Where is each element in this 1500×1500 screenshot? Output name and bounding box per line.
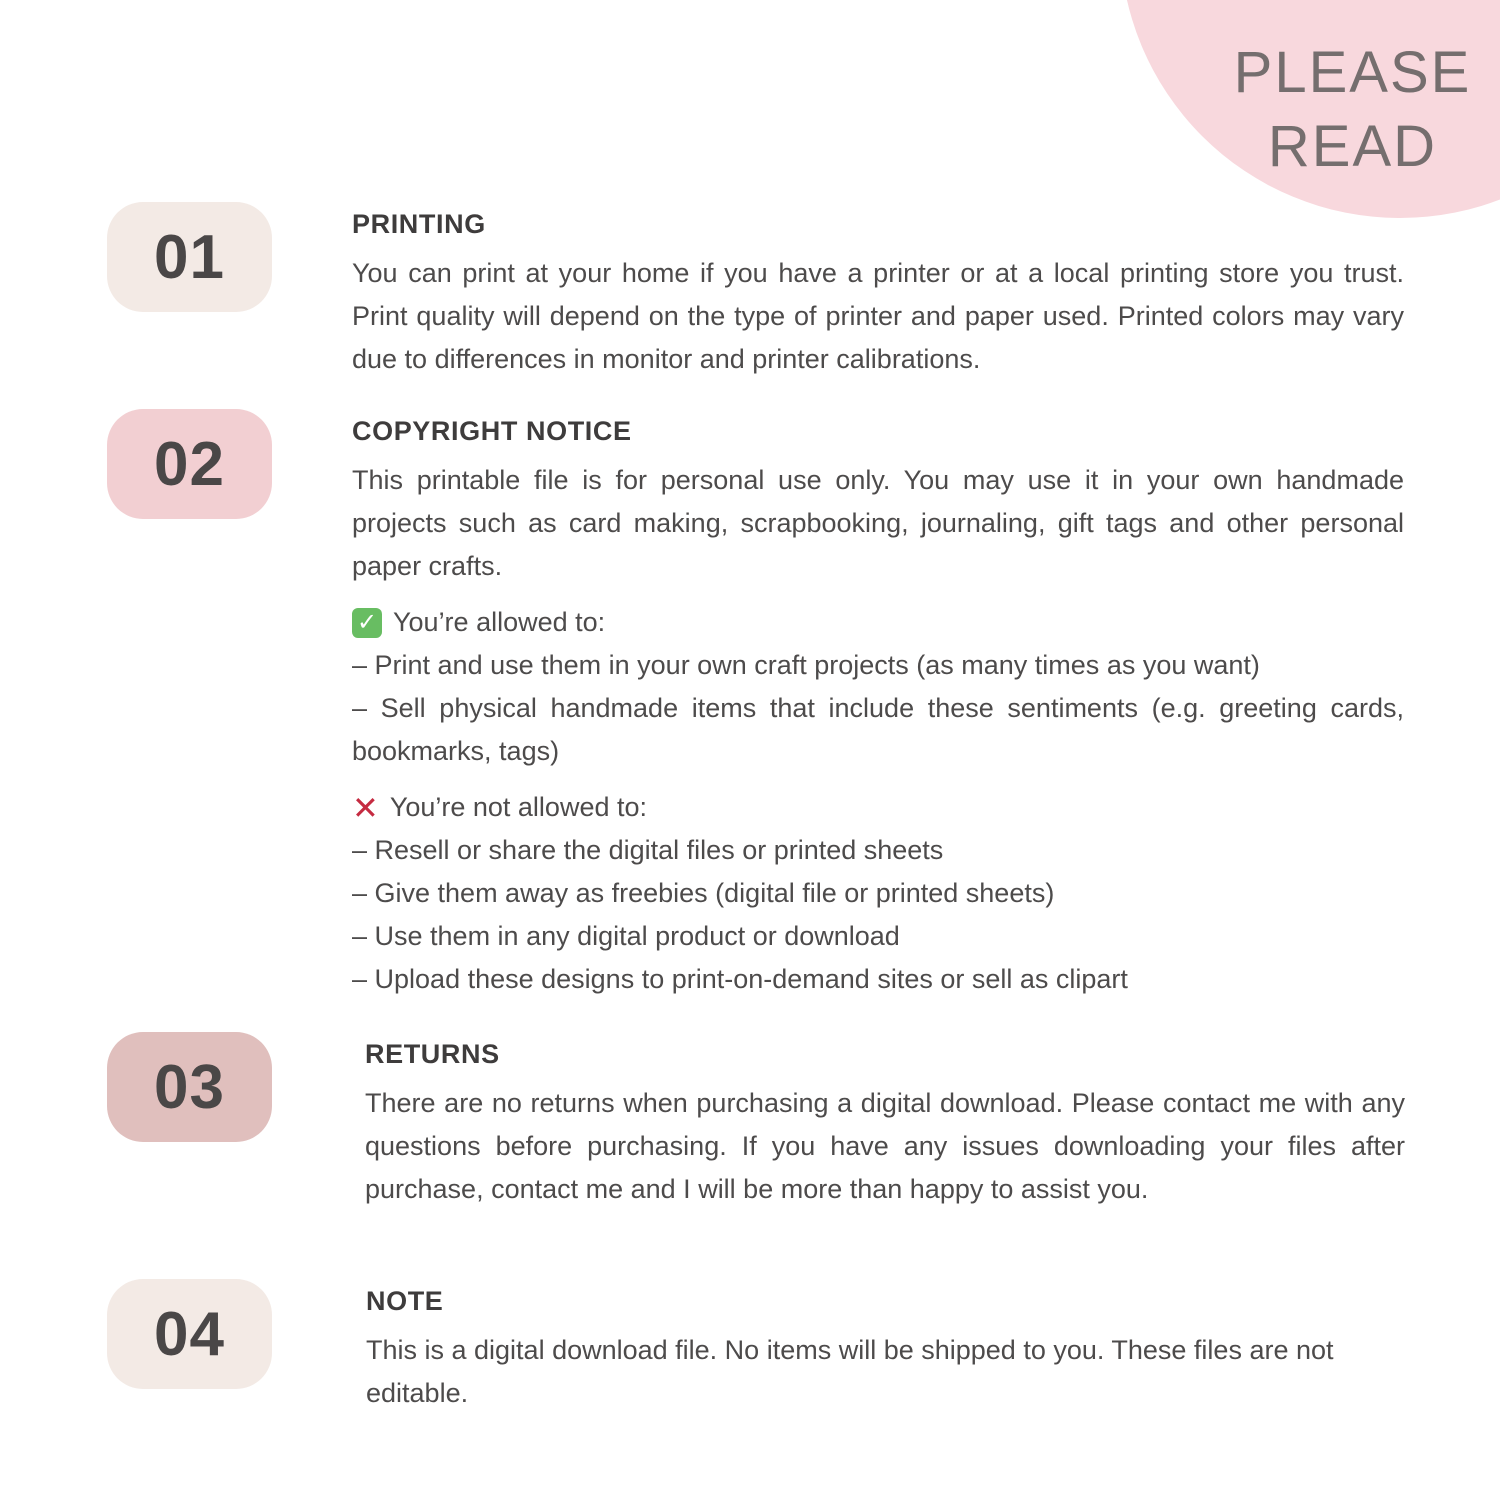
section-01-number-badge: 01: [107, 202, 272, 312]
ribbon-line-2: READ: [1267, 114, 1438, 179]
ribbon-line-1: PLEASE: [1233, 40, 1472, 105]
section-printing: [0, 200, 1500, 381]
section-copyright-notice: [0, 407, 1500, 1001]
section-returns: [0, 1030, 1500, 1211]
allowed-heading: You’re allowed to:: [393, 607, 606, 637]
section-03-title: RETURNS: [365, 1039, 500, 1069]
section-01-title: PRINTING: [352, 209, 486, 239]
list-item: – Print and use them in your own craft projects (as many times as you want): [352, 650, 1260, 680]
section-04-number-badge: 04: [107, 1279, 272, 1389]
allowed-heading-row: [352, 601, 1404, 644]
section-02-number-badge: 02: [107, 409, 272, 519]
list-item: – Give them away as freebies (digital file or printed sheets): [352, 878, 1055, 908]
section-01-body: You can print at your home if you have a printer or at a local printing store you trust. Print quality will depend on the type of printer and paper used. Printed colors may vary due to differences in monitor and printer calibrations.: [352, 258, 1404, 374]
allowed-block: [352, 601, 1404, 773]
section-04-title: NOTE: [366, 1286, 444, 1316]
list-item: – Use them in any digital product or download: [352, 921, 900, 951]
section-note: [0, 1277, 1500, 1415]
section-02-intro: This printable file is for personal use only. You may use it in your own handmade projects such as card making, scrapbooking, journaling, gift tags and other personal paper crafts.: [352, 465, 1404, 581]
not-allowed-block: [352, 786, 1404, 1001]
section-02-title: COPYRIGHT NOTICE: [352, 416, 632, 446]
not-allowed-heading-row: [352, 786, 1404, 829]
list-item: – Upload these designs to print-on-demand sites or sell as clipart: [352, 964, 1128, 994]
section-04-body: This is a digital download file. No items will be shipped to you. These files are not editable.: [366, 1335, 1334, 1408]
not-allowed-heading: You’re not allowed to:: [389, 792, 647, 822]
ribbon-title: [1200, 36, 1500, 184]
cross-icon: ✕: [352, 788, 379, 827]
section-03-body: There are no returns when purchasing a digital download. Please contact me with any questions before purchasing. If you have any issues downloading your files after purchase, contact me and I will be more than happy to assist you.: [365, 1088, 1405, 1204]
check-icon: ✓: [352, 608, 382, 638]
list-item: – Sell physical handmade items that include these sentiments (e.g. greeting cards, bookmarks, tags): [352, 693, 1404, 766]
section-03-number-badge: 03: [107, 1032, 272, 1142]
list-item: – Resell or share the digital files or printed sheets: [352, 835, 944, 865]
